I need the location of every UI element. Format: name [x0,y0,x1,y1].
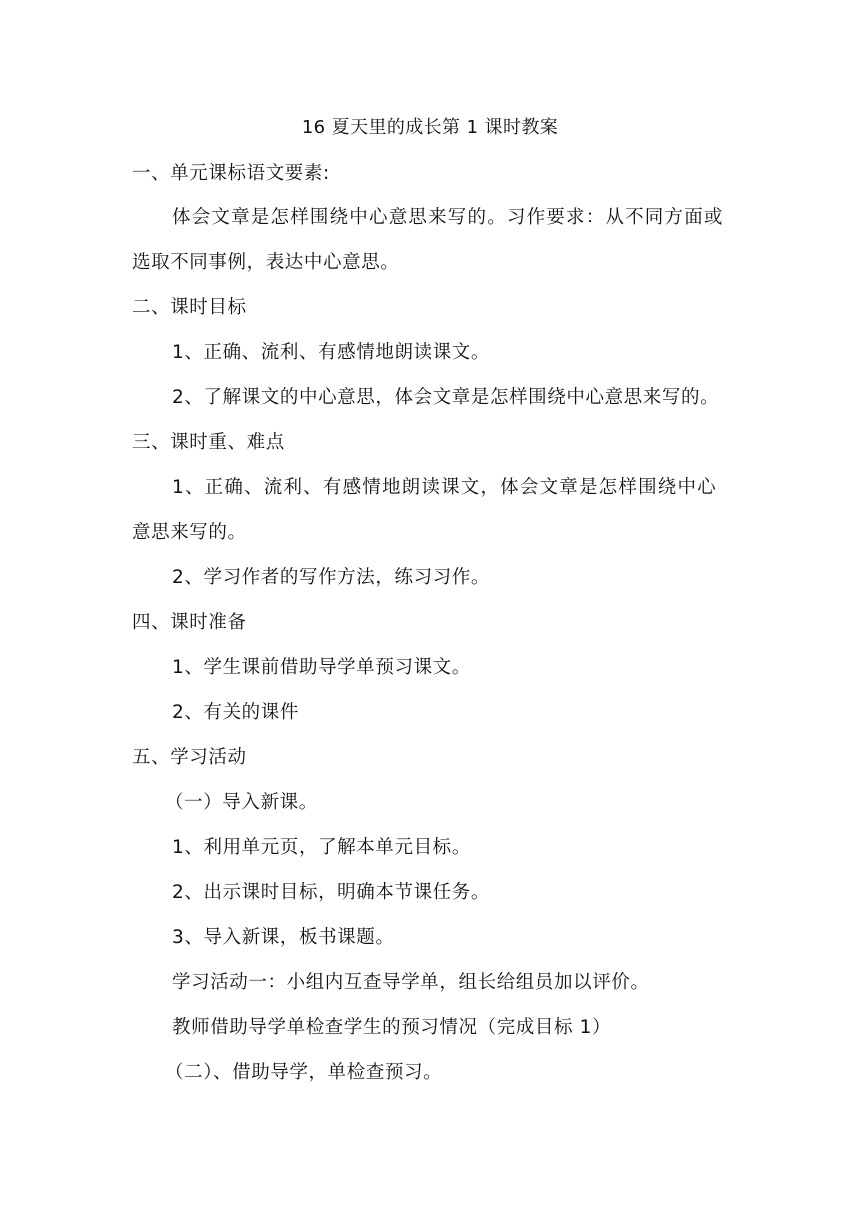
list-item-continuation: 意思来写的。 [132,522,247,543]
activity-text: 学习活动一：小组内互查导学单，组长给组员加以评价。 [172,972,650,993]
list-item: 1、正确、流利、有感情地朗读课文，体会文章是怎样围绕中心 [172,477,717,498]
section-heading-4: 四、课时准备 [132,612,247,633]
list-item: 2、了解课文的中心意思，体会文章是怎样围绕中心意思来写的。 [172,387,720,408]
document-title: 16 夏天里的成长第 1 课时教案 [301,117,559,138]
list-item: 1、利用单元页，了解本单元目标。 [172,837,471,858]
section-heading-2: 二、课时目标 [132,297,247,318]
section-heading-3: 三、课时重、难点 [132,432,285,453]
list-item: 2、出示课时目标，明确本节课任务。 [172,882,490,903]
section-heading-1: 一、单元课标语文要素: [132,163,330,184]
list-item: 1、学生课前借助导学单预习课文。 [172,657,471,678]
list-item: 3、导入新课，板书课题。 [172,927,395,948]
list-item: 2、学习作者的写作方法，练习习作。 [172,567,490,588]
activity-text: 教师借助导学单检查学生的预习情况（完成目标 1） [172,1017,612,1038]
paragraph-line: 体会文章是怎样围绕中心意思来写的。习作要求：从不同方面或 [172,207,724,228]
section-heading-5: 五、学习活动 [132,747,247,768]
list-item: 1、正确、流利、有感情地朗读课文。 [172,342,490,363]
subsection-heading: （二）、借助导学，单检查预习。 [165,1062,443,1083]
list-item: 2、有关的课件 [172,702,299,723]
subsection-heading: （一）导入新课。 [165,792,318,813]
paragraph-line: 选取不同事例，表达中心意思。 [132,252,400,273]
